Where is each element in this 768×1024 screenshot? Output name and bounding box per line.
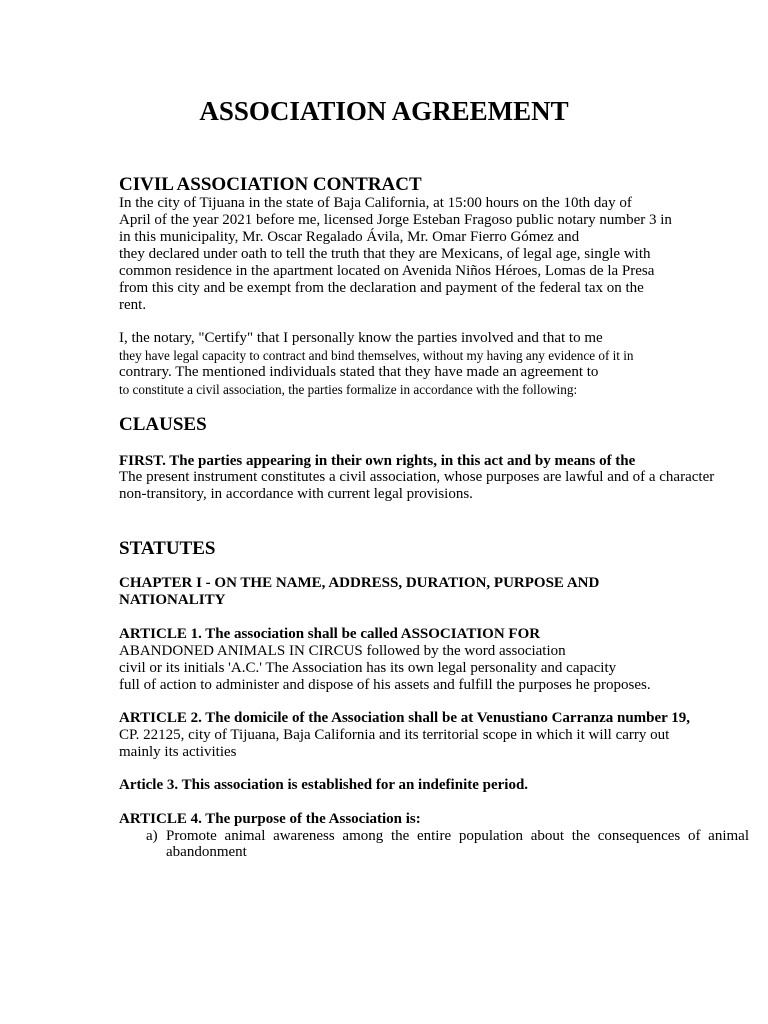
paragraph-line: in this municipality, Mr. Oscar Regalado Ávila, Mr. Omar Fierro Gómez and — [119, 229, 580, 245]
paragraph-line: In the city of Tijuana in the state of Baja California, at 15:00 hours on the 10th day of — [119, 195, 632, 211]
paragraph-line: common residence in the apartment located on Avenida Niños Héroes, Lomas de la Presa — [119, 263, 655, 279]
article-1-text — [119, 643, 749, 694]
list-item-text — [166, 828, 749, 860]
article-2-text — [119, 727, 749, 761]
paragraph-line: full of action to administer and dispose of his assets and fulfill the purposes he proposes. — [119, 677, 651, 693]
article-3: Article 3. This association is established for an indefinite period. — [119, 777, 529, 793]
chapter-line: NATIONALITY — [119, 592, 226, 608]
paragraph-line: April of the year 2021 before me, licensed Jorge Esteban Fragoso public notary number 3 in — [119, 212, 672, 228]
list-item-line: Promote animal awareness among the entire population about the consequences of — [166, 828, 701, 844]
paragraph-line: non-transitory, in accordance with current legal provisions. — [119, 486, 473, 502]
statutes-heading: STATUTES — [119, 538, 216, 559]
paragraph-line: CP. 22125, city of Tijuana, Baja California and its territorial scope in which it will carry out — [119, 727, 670, 743]
contract-paragraph-1 — [119, 195, 749, 314]
clauses-heading: CLAUSES — [119, 414, 207, 435]
article-1-title: ARTICLE 1. The association shall be called ASSOCIATION FOR — [119, 626, 541, 642]
paragraph-line: they declared under oath to tell the truth that they are Mexicans, of legal age, single with — [119, 246, 651, 262]
chapter-line: CHAPTER I - ON THE NAME, ADDRESS, DURATION, PURPOSE AND — [119, 575, 600, 591]
list-item-line: animal abandonment — [166, 828, 749, 860]
paragraph-line: from this city and be exempt from the declaration and payment of the federal tax on the — [119, 280, 644, 296]
paragraph-line: ABANDONED ANIMALS IN CIRCUS followed by the word association — [119, 643, 566, 659]
list-item — [146, 828, 749, 860]
article-2-title: ARTICLE 2. The domicile of the Association shall be at Venustiano Carranza number 19, — [119, 710, 691, 726]
paragraph-line: contrary. The mentioned individuals stated that they have made an agreement to — [119, 364, 599, 380]
chapter-heading — [119, 575, 749, 609]
paragraph-line: rent. — [119, 297, 147, 313]
paragraph-line: The present instrument constitutes a civil association, whose purposes are lawful and of a character — [119, 469, 715, 485]
paragraph-line: to constitute a civil association, the parties formalize in accordance with the following: — [119, 382, 578, 397]
list-marker: a) — [146, 828, 158, 844]
contract-paragraph-2 — [119, 330, 749, 398]
document-title: ASSOCIATION AGREEMENT — [199, 96, 569, 126]
article-4-title: ARTICLE 4. The purpose of the Association is: — [119, 811, 421, 827]
clause-first-text — [119, 469, 749, 503]
paragraph-line: they have legal capacity to contract and bind themselves, without my having any evidence of it in — [119, 348, 634, 363]
paragraph-line: civil or its initials 'A.C.' The Association has its own legal personality and capacity — [119, 660, 617, 676]
paragraph-line: I, the notary, "Certify" that I personally know the parties involved and that to me — [119, 330, 603, 346]
paragraph-line: mainly its activities — [119, 744, 237, 760]
contract-heading: CIVIL ASSOCIATION CONTRACT — [119, 174, 422, 195]
clause-first-title: FIRST. The parties appearing in their own rights, in this act and by means of the — [119, 453, 636, 469]
